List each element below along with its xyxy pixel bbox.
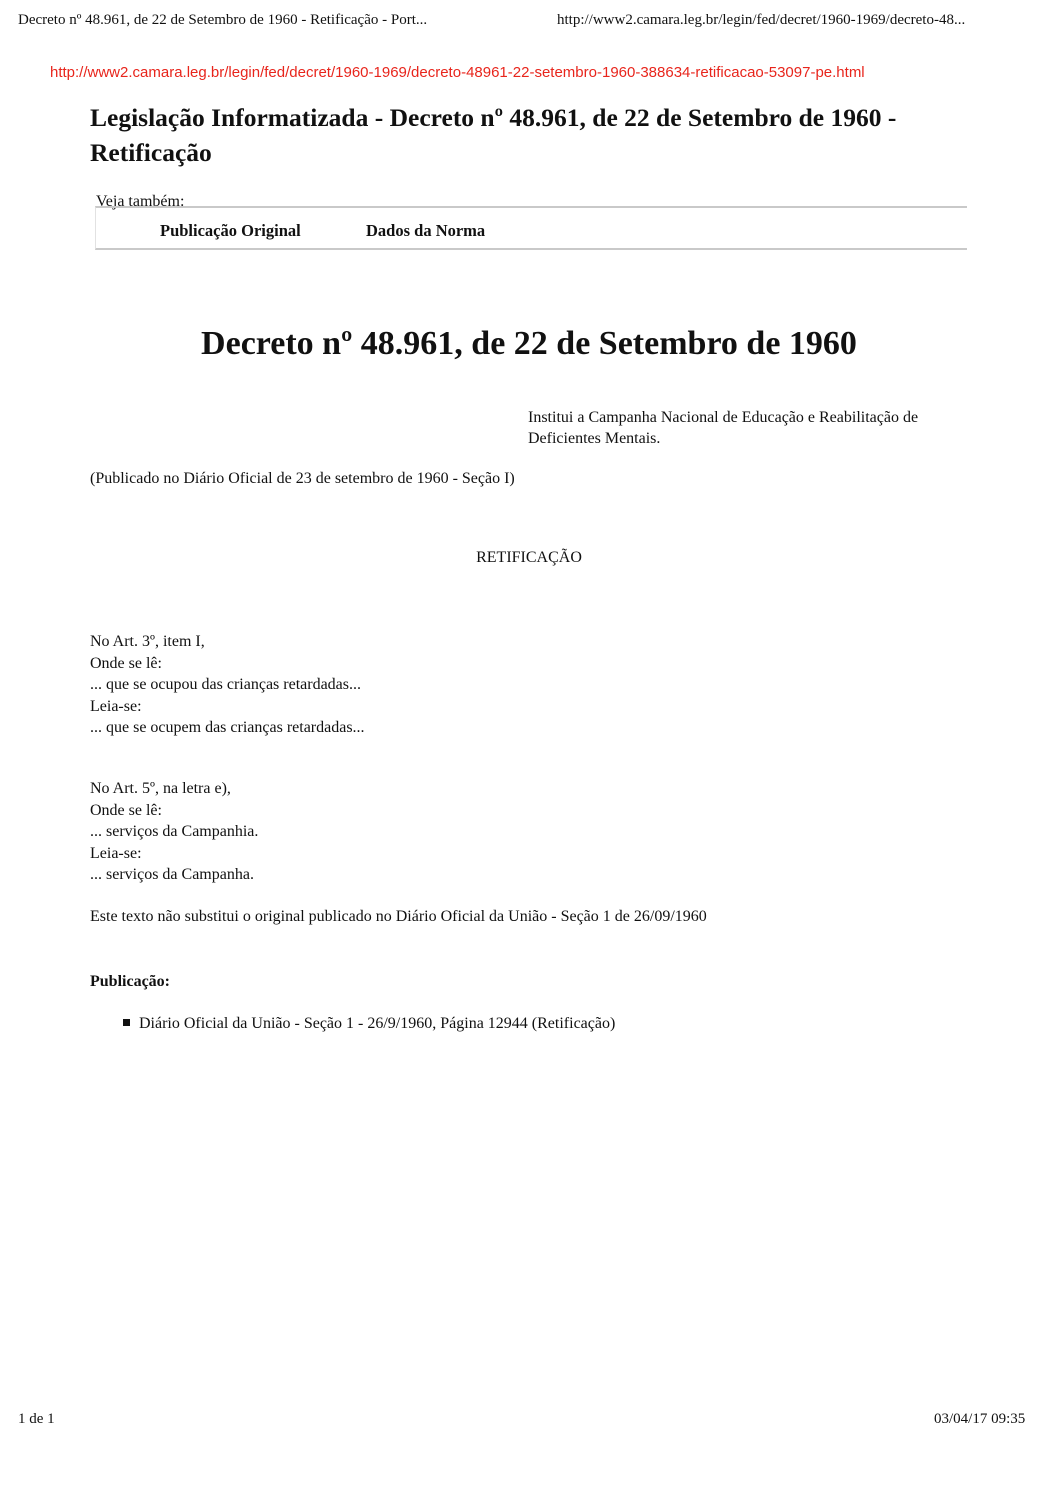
correction-onde-label: Onde se lê: xyxy=(90,801,162,819)
retificacao-heading: RETIFICAÇÃO xyxy=(476,549,582,566)
page-count: 1 de 1 xyxy=(18,1411,55,1427)
correction-location: No Art. 5º, na letra e), xyxy=(90,780,231,797)
ementa: Institui a Campanha Nacional de Educação e Reabilitação de Deficientes Mentais. xyxy=(528,409,919,447)
print-header-url: http://www2.camara.leg.br/legin/fed/decret/1960-1969/decreto-48... xyxy=(557,12,966,28)
publicacao-original-link[interactable]: Publicação Original xyxy=(160,221,301,240)
correction-onde-text: ... serviços da Campanhia. xyxy=(90,823,259,840)
print-header-title: Decreto nº 48.961, de 22 de Setembro de 1960 - Retificação - Port... xyxy=(18,12,428,28)
see-also-label: Veja também: xyxy=(96,193,185,210)
correction-block-2 xyxy=(90,778,258,886)
correction-leia-label: Leia-se: xyxy=(90,844,142,862)
correction-onde-text: ... que se ocupou das crianças retardadas... xyxy=(90,676,361,693)
publicacao-list-item xyxy=(123,1015,615,1033)
correction-leia-text: ... serviços da Campanha. xyxy=(90,866,254,883)
print-datetime: 03/04/17 09:35 xyxy=(934,1411,1026,1427)
square-bullet-icon xyxy=(123,1019,130,1026)
source-url-link[interactable]: http://www2.camara.leg.br/legin/fed/decret/1960-1969/decreto-48961-22-setembro-1960-388634-retificacao-53097-pe.html xyxy=(50,64,865,81)
correction-leia-label: Leia-se: xyxy=(90,697,142,715)
correction-block-1 xyxy=(90,631,365,739)
correction-leia-text: ... que se ocupem das crianças retardadas... xyxy=(90,719,365,736)
decree-title: Decreto nº 48.961, de 22 de Setembro de 1960 xyxy=(201,325,857,362)
correction-location: No Art. 3º, item I, xyxy=(90,633,205,650)
correction-onde-label: Onde se lê: xyxy=(90,654,162,672)
page-heading: Legislação Informatizada - Decreto nº 48.961, de 22 de Setembro de 1960 - Retificação xyxy=(90,103,897,167)
dados-da-norma-link[interactable]: Dados da Norma xyxy=(366,221,486,240)
publicado-note: (Publicado no Diário Oficial de 23 de setembro de 1960 - Seção I) xyxy=(90,470,515,487)
disclaimer: Este texto não substitui o original publicado no Diário Oficial da União - Seção 1 de 26/09/1960 xyxy=(90,908,707,925)
publicacao-label: Publicação: xyxy=(90,973,170,990)
publicacao-item-text: Diário Oficial da União - Seção 1 - 26/9/1960, Página 12944 (Retificação) xyxy=(139,1015,616,1032)
